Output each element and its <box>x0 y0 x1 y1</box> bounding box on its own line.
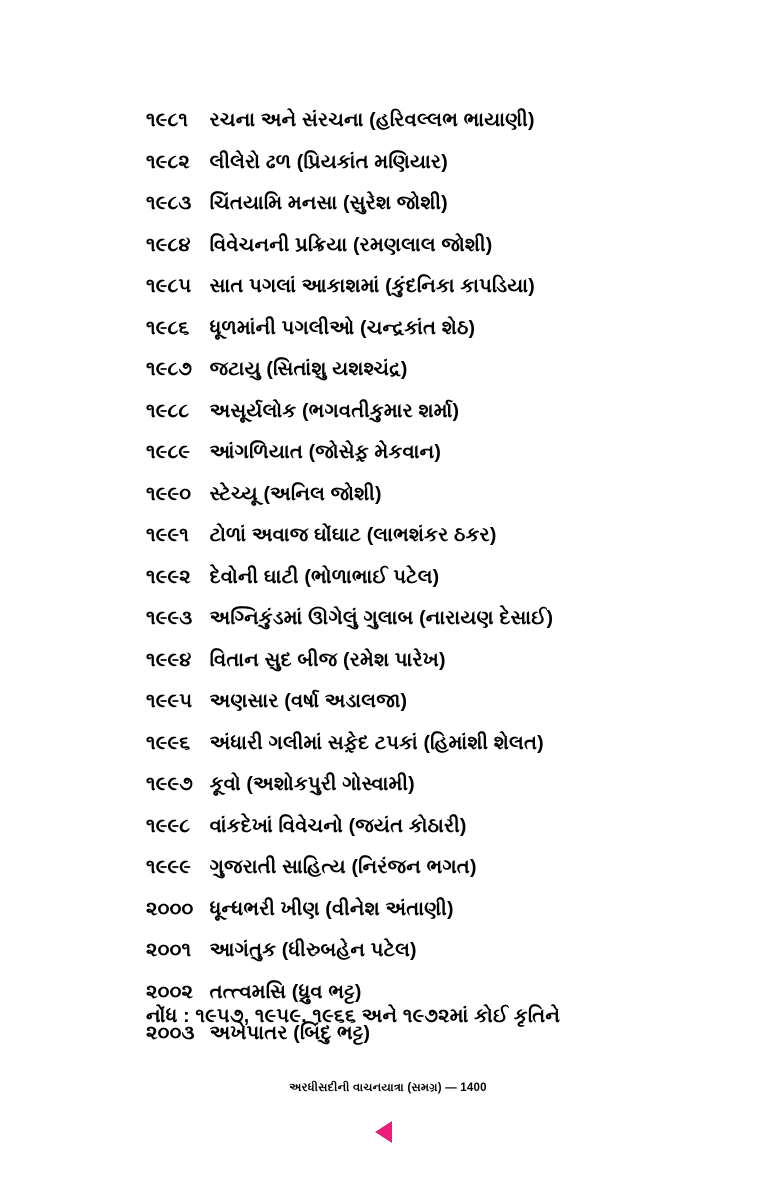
list-item <box>146 142 666 184</box>
list-item <box>146 640 666 682</box>
list-item <box>146 266 666 308</box>
entry-title: જટાયુ (સિતાંશુ યશશ્ચંદ્ર) <box>209 358 408 380</box>
previous-page-triangle-icon[interactable] <box>375 1121 392 1143</box>
entry-title: આગંતુક (ધીરુબહેન પટેલ) <box>209 939 417 961</box>
list-item <box>146 474 666 516</box>
entry-year: ૧૯૮૩ <box>146 192 192 214</box>
entry-title: તત્ત્વમસિ (ધ્રુવ ભટ્ટ) <box>209 980 362 1003</box>
entry-year: ૧૯૯૫ <box>146 690 193 712</box>
entry-year: ૧૯૮૮ <box>146 399 190 422</box>
entry-title: વિતાન સુદ બીજ (રમેશ પારેખ) <box>209 648 446 671</box>
award-list <box>146 100 666 1055</box>
entry-title: અસૂર્યલોક (ભગવતીકુમાર શર્મા) <box>209 399 460 422</box>
entry-title: રચના અને સંરચના (હરિવલ્લભ ભાયાણી) <box>209 109 535 131</box>
entry-title: દેવોની ઘાટી (ભોળાભાઈ પટેલ) <box>209 565 440 588</box>
entry-year: ૨૦૦૦ <box>146 897 194 920</box>
entry-title: લીલેરો ઢળ (પ્રિયકાંત મણિયાર) <box>209 150 448 173</box>
entry-title: ધૂન્ધભરી ખીણ (વીનેશ અંતાણી) <box>209 897 454 920</box>
entry-title: સાત પગલાં આકાશમાં (કુંદનિકા કાપડિયા) <box>209 275 535 297</box>
list-item <box>146 100 666 142</box>
entry-year: ૧૯૯૦ <box>146 482 192 505</box>
entry-title: ચિંતયામિ મનસા (સુરેશ જોશી) <box>209 192 448 214</box>
entry-title: ધૂળમાંની પગલીઓ (ચન્દ્રકાંત શેઠ) <box>209 316 476 339</box>
list-item <box>146 681 666 723</box>
entry-year: ૧૯૯૩ <box>146 607 193 629</box>
list-item <box>146 806 666 848</box>
list-item <box>146 391 666 433</box>
entry-year: ૧૯૮૬ <box>146 316 190 339</box>
entry-year: ૧૯૯૧ <box>146 524 189 546</box>
list-item <box>146 847 666 889</box>
entry-year: ૧૯૯૪ <box>146 648 192 671</box>
entry-year: ૧૯૯૨ <box>146 565 191 588</box>
entry-title: સ્ટેચ્યૂ (અનિલ જોશી) <box>209 482 382 505</box>
list-item <box>146 183 666 225</box>
entry-year: ૧૯૯૭ <box>146 773 193 795</box>
entry-title: અખેપાતર (બિંદુ ભટ્ટ) <box>209 1022 371 1044</box>
list-item <box>146 308 666 350</box>
entry-title: ટોળાં અવાજ ઘોંઘાટ (લાભશંકર ઠકર) <box>209 524 497 546</box>
entry-title: કૂવો (અશોકપુરી ગોસ્વામી) <box>209 773 415 795</box>
entry-title: વિવેચનની પ્રક્રિયા (રમણલાલ જોશી) <box>209 233 493 256</box>
page-footer: અરધીસદીની વાચનયાત્રા (સમગ્ર) — 1400 <box>289 1082 487 1094</box>
entry-year: ૨૦૦૨ <box>146 980 194 1003</box>
list-item <box>146 515 666 557</box>
entry-year: ૧૯૮૭ <box>146 358 193 380</box>
list-item <box>146 349 666 391</box>
entry-year: ૧૯૮૯ <box>146 441 191 463</box>
list-item <box>146 557 666 599</box>
list-item <box>146 225 666 267</box>
entry-title: અગ્નિકુંડમાં ઊગેલું ગુલાબ (નારાયણ દેસાઈ) <box>209 607 554 629</box>
entry-year: ૧૯૮૪ <box>146 233 191 256</box>
list-item <box>146 432 666 474</box>
entry-title: ગુજરાતી સાહિત્ય (નિરંજન ભગત) <box>209 856 477 878</box>
entry-title: અંધારી ગલીમાં સફ઼ેદ ટપકાં (હિમાંશી શેલત) <box>209 731 544 754</box>
entry-year: ૧૯૯૬ <box>146 731 191 754</box>
entry-title: વાંકદેખાં વિવેચનો (જયંત કોઠારી) <box>209 814 467 837</box>
list-item <box>146 889 666 931</box>
list-item <box>146 930 666 972</box>
entry-year: ૨૦૦૩ <box>146 1022 195 1044</box>
list-item <box>146 598 666 640</box>
entry-title: આંગળિયાત (જોસેફ઼ મેકવાન) <box>209 441 442 463</box>
footnote-text: નોંધ : ૧૯૫૭, ૧૯૫૯, ૧૯૬૬ અને ૧૯૭૨માં કોઈ કૃતિને <box>146 1005 561 1027</box>
entry-year: ૧૯૮૫ <box>146 275 192 297</box>
entry-year: ૧૯૮૧ <box>146 109 189 131</box>
entry-year: ૧૯૮૨ <box>146 150 191 173</box>
entry-year: ૧૯૯૮ <box>146 814 191 837</box>
list-item <box>146 764 666 806</box>
list-item <box>146 723 666 765</box>
entry-title: અણસાર (વર્ષા અડાલજા) <box>209 690 408 712</box>
entry-year: ૨૦૦૧ <box>146 939 192 961</box>
entry-year: ૧૯૯૯ <box>146 856 191 878</box>
